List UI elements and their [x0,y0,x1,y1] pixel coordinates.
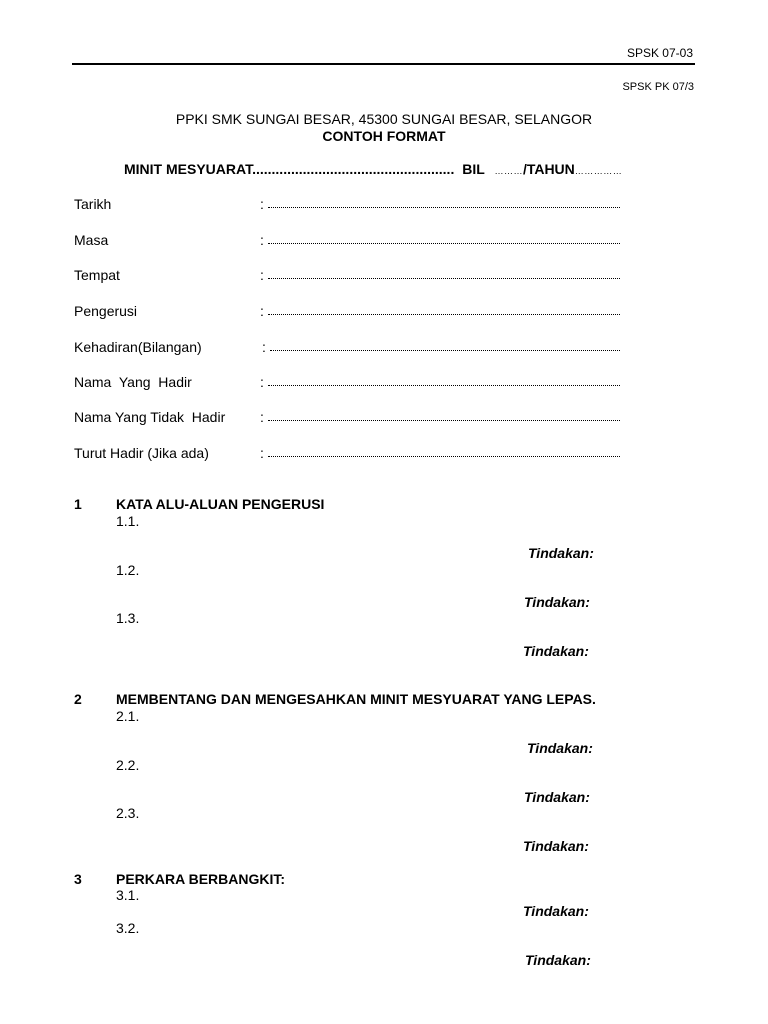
field-dotted-line[interactable] [268,420,620,421]
field-label: Pengerusi [74,303,138,319]
action-label: Tindakan: [525,952,591,968]
agenda-item: 1.1. [116,513,140,529]
agenda-item: 3.2. [116,920,140,936]
section-title: MEMBENTANG DAN MENGESAHKAN MINIT MESYUARAT YANG LEPAS. [116,691,596,707]
action-label: Tindakan: [524,594,590,610]
field-colon: : [262,339,266,355]
field-colon: : [260,196,264,212]
field-colon: : [260,232,264,248]
field-label: Tarikh [74,196,112,212]
section-number: 1 [74,496,82,512]
bil-label: BIL [462,161,485,177]
field-dotted-line[interactable] [268,456,620,457]
school-name: PPKI SMK SUNGAI BESAR, 45300 SUNGAI BESAR, SELANGOR [175,111,593,127]
agenda-item: 3.1. [116,887,140,903]
document-code: SPSK 07-03 [626,46,693,60]
agenda-item: 1.3. [116,610,140,626]
bil-dots: ……… [494,166,523,176]
field-colon: : [260,374,264,390]
field-label: Kehadiran(Bilangan) [74,339,202,355]
action-label: Tindakan: [527,740,593,756]
action-label: Tindakan: [528,545,594,561]
field-colon: : [260,303,264,319]
action-label: Tindakan: [523,643,589,659]
action-label: Tindakan: [524,789,590,805]
action-label: Tindakan: [523,903,589,919]
field-dotted-line[interactable] [268,385,620,386]
field-dotted-line[interactable] [268,314,620,315]
agenda-item: 2.1. [116,708,140,724]
agenda-item: 2.3. [116,805,140,821]
field-colon: : [260,409,264,425]
tahun-label: /TAHUN [522,161,575,177]
field-dotted-line[interactable] [268,243,620,244]
header-rule [72,63,695,65]
field-label: Nama Yang Tidak Hadir [74,409,226,425]
format-title: CONTOH FORMAT [322,128,446,144]
field-label: Masa [74,232,109,248]
field-colon: : [260,267,264,283]
section-number: 3 [74,871,82,887]
action-label: Tindakan: [523,838,589,854]
section-number: 2 [74,691,82,707]
minit-heading [124,161,622,177]
field-label: Tempat [74,267,120,283]
field-label: Nama Yang Hadir [74,374,192,390]
section-title: KATA ALU-ALUAN PENGERUSI [116,496,325,512]
field-label: Turut Hadir (Jika ada) [74,445,209,461]
field-dotted-line[interactable] [268,278,620,279]
minit-dots: .................................................... [252,161,455,177]
agenda-item: 2.2. [116,757,140,773]
field-dotted-line[interactable] [268,207,620,208]
minit-label: MINIT MESYUARAT [124,161,253,177]
field-dotted-line[interactable] [270,350,620,351]
agenda-item: 1.2. [116,562,140,578]
section-title: PERKARA BERBANGKIT: [116,871,286,887]
tahun-dots: …………… [574,166,623,176]
form-code: SPSK PK 07/3 [622,81,694,93]
field-colon: : [260,445,264,461]
